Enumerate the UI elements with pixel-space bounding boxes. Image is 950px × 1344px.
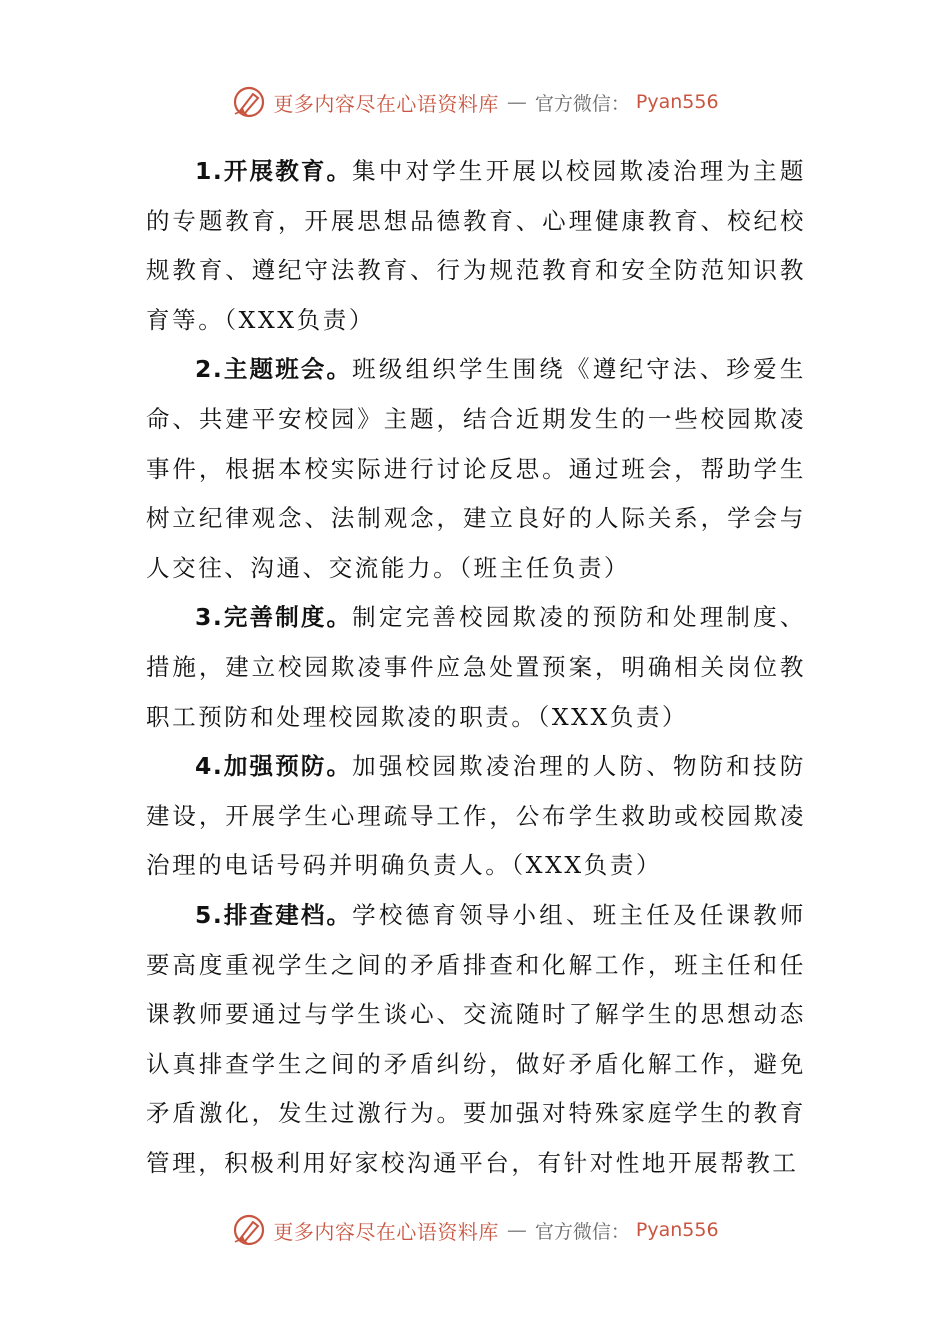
paragraph-2 bbox=[146, 345, 806, 593]
paragraph-heading: 1.开展教育。 bbox=[195, 157, 353, 185]
paragraph-text: 班级组织学生围绕《遵纪守法、珍爱生命、共建平安校园》主题，结合近期发生的一些校园欺凌事件，根据本校实际进行讨论反思。通过班会，帮助学生树立纪律观念、法制观念，建立良好的人际关系，学会与人交往、沟通、交流能力。（班主任负责） bbox=[146, 355, 807, 582]
paragraph-text: 集中对学生开展以校园欺凌治理为主题的专题教育，开展思想品德教育、心理健康教育、校纪校规教育、遵纪守法教育、行为规范教育和安全防范知识教育等。（XXX负责） bbox=[146, 157, 807, 334]
paragraph-4 bbox=[146, 742, 806, 891]
paragraph-3 bbox=[146, 593, 806, 742]
pen-nib-logo-icon bbox=[231, 1212, 267, 1248]
site-name-text: 更多内容尽在心语资料库 bbox=[273, 1219, 499, 1244]
wechat-label: 官方微信： bbox=[534, 92, 630, 115]
paragraph-text: 学校德育领导小组、班主任及任课教师要高度重视学生之间的矛盾排查和化解工作，班主任和任课教师要通过与学生谈心、交流随时了解学生的思想动态认真排查学生之间的矛盾纠纷，做好矛盾化解工作，避免矛盾激化，发生过激行为。要加强对特殊家庭学生的教育管理，积极利用好家校沟通平台，有针对性地开展帮教工 bbox=[146, 900, 807, 1177]
footer-watermark-banner bbox=[0, 1210, 950, 1250]
paragraph-1 bbox=[146, 147, 806, 345]
wechat-label: 官方微信： bbox=[534, 1220, 630, 1243]
pen-nib-logo-icon bbox=[231, 84, 267, 120]
paragraph-heading: 3.完善制度。 bbox=[195, 603, 353, 632]
paragraph-heading: 4.加强预防。 bbox=[195, 752, 353, 781]
banner-dash: — bbox=[506, 90, 527, 114]
banner-dash: — bbox=[506, 1218, 527, 1242]
paragraph-heading: 5.排查建档。 bbox=[195, 900, 353, 929]
paragraph-text: 制定完善校园欺凌的预防和处理制度、措施，建立校园欺凌事件应急处置预案，明确相关岗位教职工预防和处理校园欺凌的职责。（XXX负责） bbox=[146, 603, 807, 731]
wechat-id: Pyan556 bbox=[635, 91, 719, 113]
paragraph-5 bbox=[146, 891, 806, 1189]
paragraph-heading: 2.主题班会。 bbox=[195, 355, 353, 384]
header-watermark-banner bbox=[0, 82, 950, 122]
wechat-id: Pyan556 bbox=[635, 1219, 719, 1241]
document-body bbox=[146, 147, 806, 1188]
site-name-text: 更多内容尽在心语资料库 bbox=[273, 91, 499, 116]
paragraph-text: 加强校园欺凌治理的人防、物防和技防建设，开展学生心理疏导工作，公布学生救助或校园欺凌治理的电话号码并明确负责人。（XXX负责） bbox=[146, 752, 807, 880]
